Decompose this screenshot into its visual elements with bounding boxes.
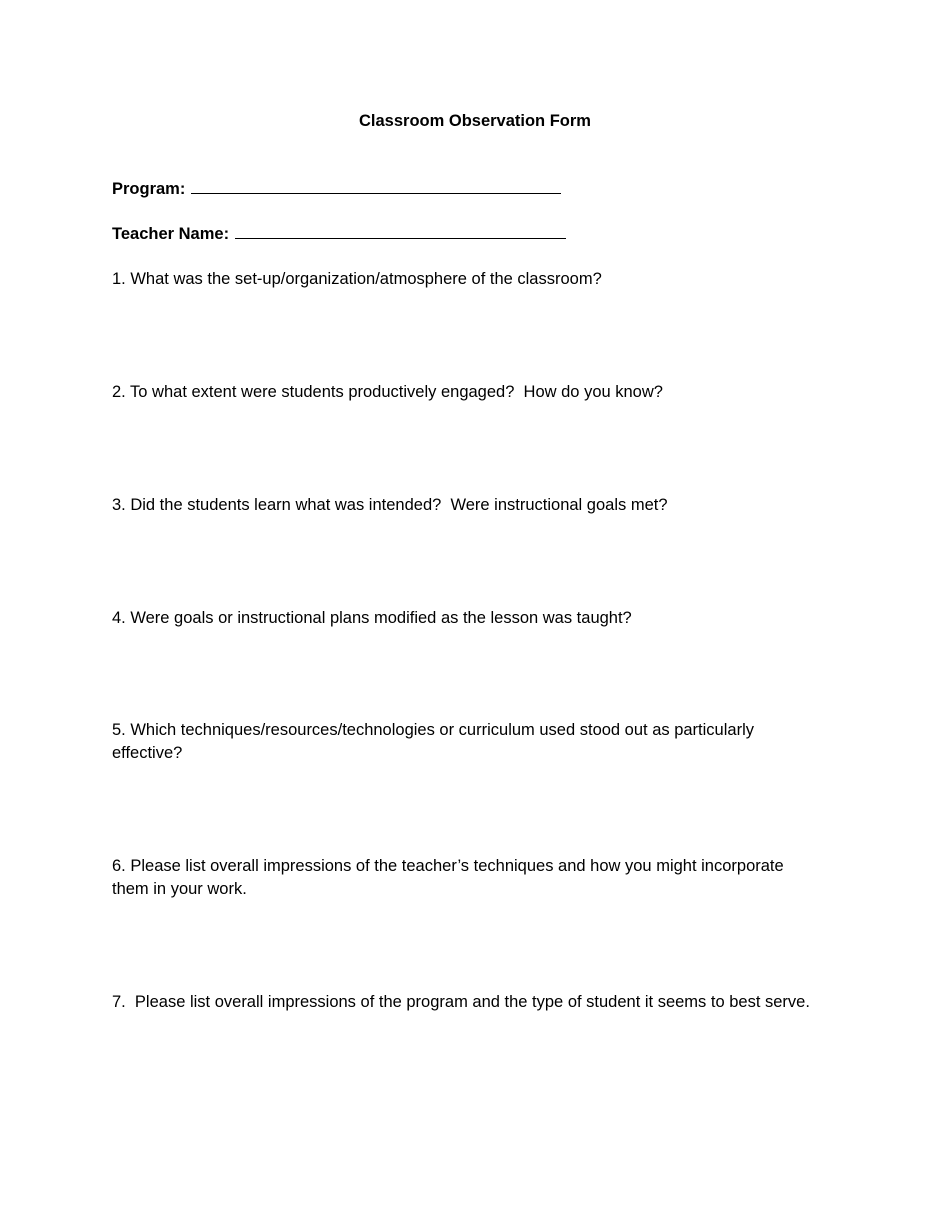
- teacher-name-label: Teacher Name:: [112, 225, 230, 243]
- question-6: 6. Please list overall impressions of the teacher’s techniques and how you might incorporate them in your work.: [112, 857, 789, 898]
- program-label: Program:: [112, 180, 186, 198]
- question-4: 4. Were goals or instructional plans modified as the lesson was taught?: [112, 609, 632, 627]
- question-1: 1. What was the set-up/organization/atmosphere of the classroom?: [112, 270, 602, 288]
- page-title: Classroom Observation Form: [359, 112, 591, 130]
- program-input-line[interactable]: [191, 179, 561, 194]
- program-field: [112, 178, 561, 200]
- teacher-name-field: [112, 223, 566, 245]
- question-2: 2. To what extent were students productively engaged? How do you know?: [112, 383, 663, 401]
- teacher-name-input-line[interactable]: [235, 224, 566, 239]
- question-3: 3. Did the students learn what was intended? Were instructional goals met?: [112, 496, 668, 514]
- question-7: 7. Please list overall impressions of the program and the type of student it seems to best serve.: [112, 993, 810, 1011]
- question-5: 5. Which techniques/resources/technologies or curriculum used stood out as particularly effective?: [112, 721, 759, 762]
